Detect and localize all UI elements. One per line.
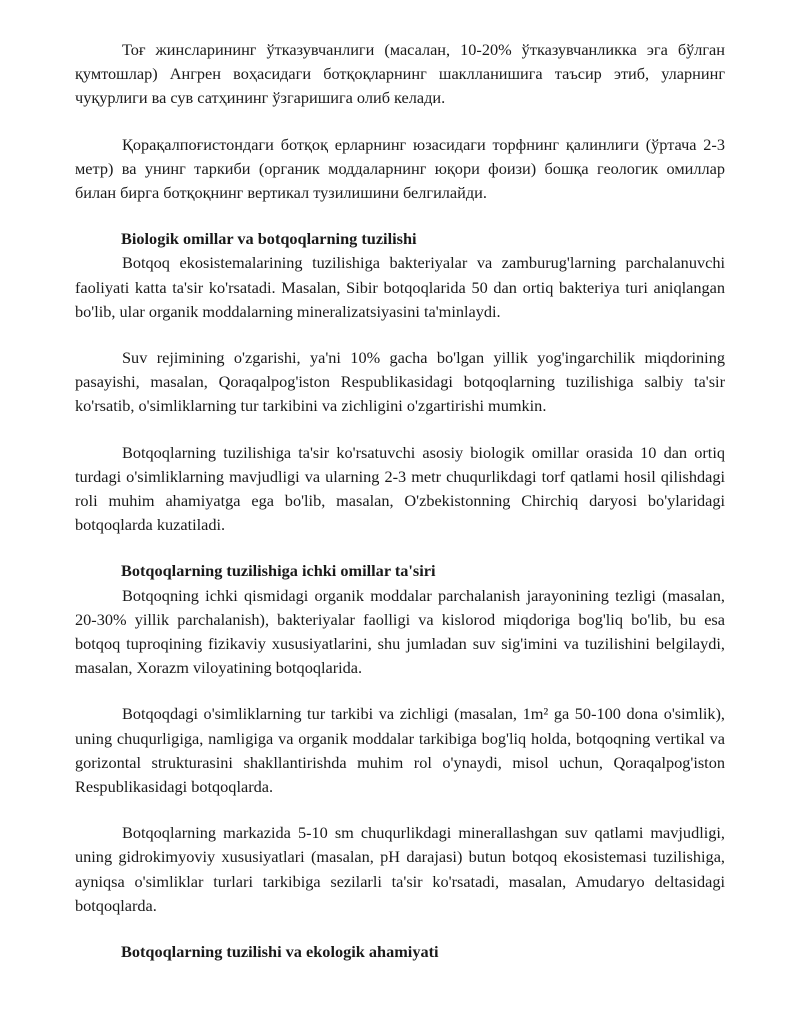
heading-internal-factors: Botqoqlarning tuzilishiga ichki omillar ta'siri <box>121 561 436 581</box>
paragraph-bacteria-fungi: Botqoq ekosistemalarining tuzilishiga bakteriyalar va zamburug'larning parchalanuvchi faoliyati katta ta'sir ko'rsatadi. Masalan, Sibir botqoqlarida 50 dan ortiq bakteriya turi aniqlangan bo'lib, ular organik moddalarning mineralizatsiyasini ta'minlaydi. <box>75 253 725 321</box>
paragraph-mineralized-water: Botqoqlarning markazida 5-10 sm chuqurlikdagi minerallashgan suv qatlami mavjudligi, uning gidrokimyoviy xususiyatlari (masalan, pH darajasi) butun botqoq ekosistemasi tuzilishiga, ayniqsa o'simliklar turlari tarkibiga sezilarli ta'sir ko'rsatadi, masalan, Amudaryo deltasidagi botqoqlarda. <box>75 823 725 915</box>
paragraph-water-regime: Suv rejimining o'zgarishi, ya'ni 10% gacha bo'lgan yillik yog'ingarchilik miqdorining pasayishi, masalan, Qoraqalpog'iston Respublikasidagi botqoqlarning tuzilishiga salbiy ta'sir ko'rsatib, o'simliklarning tur tarkibini va zichligini o'zgartirishi mumkin. <box>75 348 725 416</box>
heading-ecological-importance: Botqoqlarning tuzilishi va ekologik ahamiyati <box>121 942 439 962</box>
paragraph-organic-decomposition: Botqoqning ichki qismidagi organik moddalar parchalanish jarayonining tezligi (masalan, 20-30% yillik parchalanish), bakteriyalar faolligi va kislorod miqdoriga bog'liq bo'lib, bu esa botqoq tuproqining fizikaviy xususiyatlarini, shu jumladan suv sig'imini va tuzilishini belgilaydi, masalan, Xorazm viloyatining botqoqlarida. <box>75 585 725 678</box>
paragraph-plant-species: Botqoqlarning tuzilishiga ta'sir ko'rsatuvchi asosiy biologik omillar orasida 10 dan ortiq turdagi o'simliklarning mavjudligi va ularning 2-3 metr chuqurlikdagi torf qatlami hosil qilishdagi roli muhim ahamiyatga ega bo'lib, masalan, O'zbekistonning Chirchiq daryosi bo'ylaridagi botqoqlarda kuzatiladi. <box>75 442 725 535</box>
heading-biological-factors: Biologik omillar va botqoqlarning tuzilishi <box>121 229 417 249</box>
paragraph-rock-permeability: Тоғ жинсларининг ўтказувчанлиги (масалан, 10-20% ўтказувчанликка эга бўлган қумтошлар) Ангрен воҳасидаги ботқоқларнинг шаклланишига таъсир этиб, уларнинг чуқурлиги ва сув сатҳининг ўзгаришига олиб келади. <box>75 40 725 108</box>
paragraph-peat-thickness: Қорақалпоғистондаги ботқоқ ерларнинг юзасидаги торфнинг қалинлиги (ўртача 2-3 метр) ва унинг таркиби (органик моддаларнинг юқори фоизи) бошқа геологик омиллар билан бирга ботқоқнинг вертикал тузилишини белгилайди. <box>75 134 725 203</box>
paragraph-plant-density: Botqoqdagi o'simliklarning tur tarkibi va zichligi (masalan, 1m² ga 50-100 dona o'simlik), uning chuqurligiga, namligiga va organik moddalar tarkibiga bog'liq holda, botqoqning vertikal va gorizontal strukturasini shakllantirishda muhim rol o'ynaydi, misol uchun, Qoraqalpog'iston Respublikasidagi botqoqlarda. <box>75 704 725 797</box>
